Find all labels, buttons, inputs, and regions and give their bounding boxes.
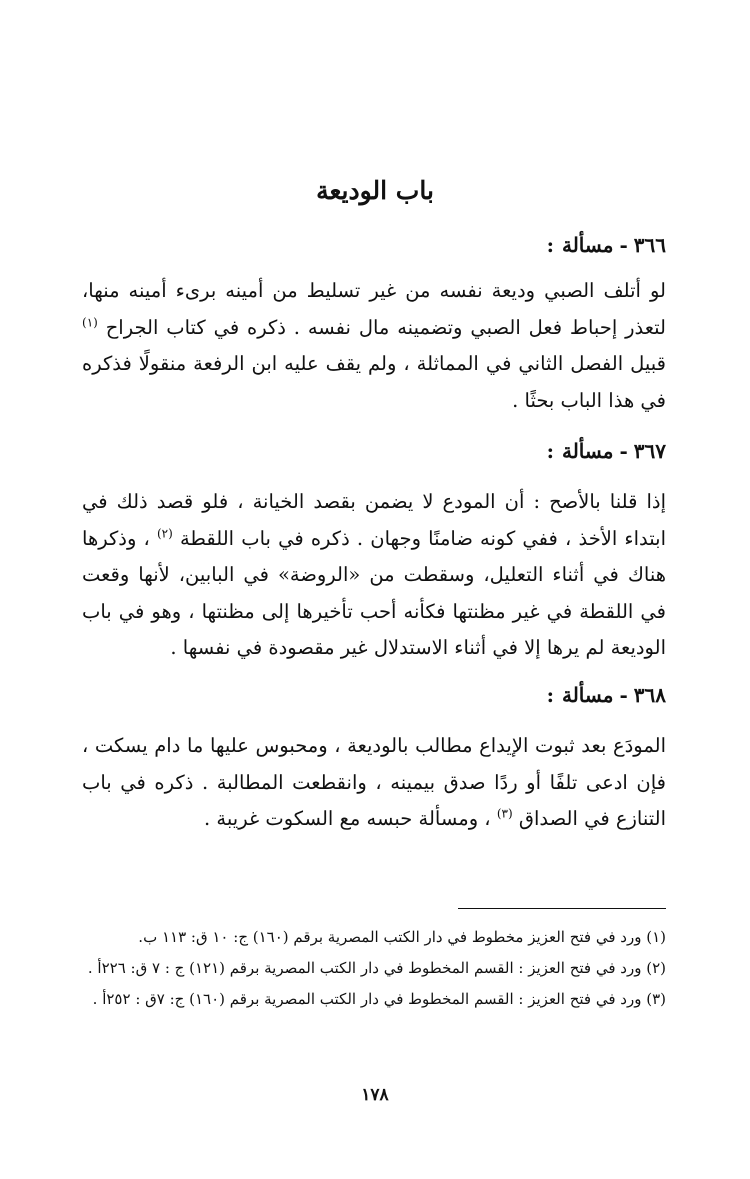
- issue-paragraph: [82, 728, 666, 838]
- chapter-title: باب الوديعة: [316, 176, 434, 205]
- paragraph-text: قبيل الفصل الثاني في المماثلة ، ولم يقف عليه ابن الرفعة منقولًا فذكره في هذا الباب بحثًا .: [82, 352, 666, 412]
- issue-separator: -: [619, 439, 628, 463]
- footnote-ref: (٢): [156, 526, 173, 540]
- footnote: (٣) ورد في فتح العزيز : القسم المخطوط في دار الكتب المصرية برقم (١٦٠) ج: ٧ق : ٢٥٢أ .: [92, 990, 666, 1008]
- footnote: (٢) ورد في فتح العزيز : القسم المخطوط في دار الكتب المصرية برقم (١٢١) ج : ٧ ق: ٢٢٦أ .: [87, 959, 666, 977]
- paragraph-text: ، وذكرها هناك في أثناء التعليل، وسقطت من «الروضة» في البابين، لأنها وقعت في اللقطة في غير مظنتها فكأنه أحب تأخيرها إلى مظنتها ، وهو في باب الوديعة لم يرها إلا في أثناء الاستدلال غير مقصودة في نفسها .: [82, 526, 666, 659]
- issue-colon: :: [546, 683, 554, 707]
- issue-label: مسألة: [561, 233, 614, 257]
- paragraph-text: إذا قلنا بالأصح : أن المودع لا يضمن بقصد الخيانة ، فلو قصد ذلك في ابتداء الأخذ ، ففي كونه ضامنًا وجهان . ذكره في باب اللقطة: [82, 490, 666, 550]
- issue-colon: :: [546, 439, 554, 463]
- issue-heading: [547, 431, 666, 471]
- issue-heading: [547, 225, 666, 265]
- footnotes: [82, 922, 666, 1015]
- issue-paragraph: [82, 273, 666, 419]
- issue-number: ٣٦٧: [633, 439, 666, 463]
- footnote: (١) ورد في فتح العزيز مخطوط في دار الكتب المصرية برقم (١٦٠) ج: ١٠ ق: ١١٣ ب.: [138, 928, 666, 946]
- paragraph-text: لو أتلف الصبي وديعة نفسه من غير تسليط من أمينه برىء أمينه منها، لتعذر إحباط فعل الصبي وتضمينه مال نفسه . ذكره في كتاب الجراح: [82, 279, 666, 339]
- issue-heading: [547, 675, 666, 715]
- issue-label: مسألة: [561, 683, 614, 707]
- paragraph-text: ، ومسألة حبسه مع السكوت غريبة .: [204, 807, 491, 830]
- issue-separator: -: [619, 233, 628, 257]
- page-number: ١٧٨: [361, 1085, 389, 1105]
- footnote-ref: (١): [82, 315, 98, 329]
- footnote-ref: (٣): [496, 806, 513, 821]
- issue-number: ٣٦٦: [633, 233, 666, 257]
- paragraph-text: المودَع بعد ثبوت الإيداع مطالب بالوديعة ، ومحبوس عليها ما دام يسكت ، فإن ادعى تلفًا أو ردًا صدق بيمينه ، وانقطعت المطالبة . ذكره في باب التنازع في الصداق: [82, 734, 666, 830]
- issue-separator: -: [619, 683, 628, 707]
- issue-paragraph: [82, 484, 666, 667]
- footnote-divider: [458, 908, 666, 909]
- issue-label: مسألة: [561, 439, 614, 463]
- issue-number: ٣٦٨: [633, 683, 666, 707]
- issue-colon: :: [546, 233, 554, 257]
